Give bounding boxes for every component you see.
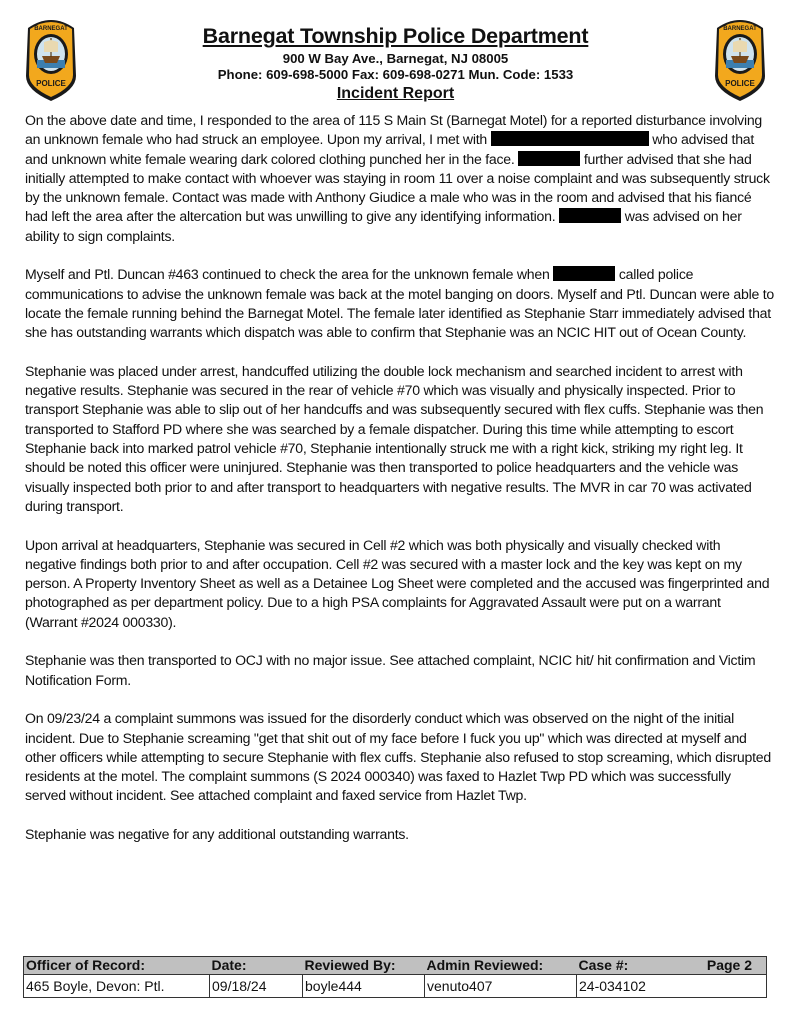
narrative-text: who advised that and unknown white female wearing dark colored clothing punched her in the face. (25, 131, 755, 167)
narrative-paragraph-3: Stephanie was placed under arrest, handcuffed utilizing the double lock mechanism and searched incident to arrest with negative results. Stephanie was secured in the rear of vehicle #70 which was visually and physically inspected. Prior to transport Stephanie was able to slip out of her handcuffs and was subsequently secured with flex cuffs. Stephanie was then transported to Stafford PD where she was searched by a female dispatcher. During this time while attempting to escort Stephanie back into marked patrol vehicle #70, Stephanie intentionally struck me with a right kick, striking my right leg. It should be noted this officer were uninjured. Stephanie was then transported to police headquarters and the vehicle was visually inspected both prior to and after transport to headquarters with negative results. The MVR in car 70 was activated during transport. (25, 362, 764, 514)
redaction-box (518, 151, 580, 166)
header-reviewed-by: Reviewed By: (303, 957, 425, 975)
header-date: Date: (210, 957, 303, 975)
narrative-text: further advised that she had initially attempted to make contact with whoever was staying in room 11 over a noise complaint and was subsequently struck by the unknown female. Contact was made with Anthony Giudice a male who was in the room and advised that his fiancé had left the area after the altercation but was unwilling to give any identifying information. (25, 150, 770, 225)
case-number-value: 24-034102 (577, 975, 767, 998)
page-number: Page 2 (667, 957, 767, 975)
narrative-text: was advised on her ability to sign complaints. (25, 208, 742, 244)
svg-text:POLICE: POLICE (725, 79, 755, 88)
department-title: Barnegat Township Police Department (202, 24, 589, 48)
footer-value-row (24, 975, 767, 998)
header-officer-of-record: Officer of Record: (24, 957, 210, 975)
header-case-number: Case #: (577, 957, 667, 975)
reviewed-by-value: boyle444 (303, 975, 425, 998)
department-address: 900 W Bay Ave., Barnegat, NJ 08005 (282, 51, 509, 66)
report-title: Incident Report (336, 85, 455, 102)
narrative-paragraph-2 (25, 265, 775, 342)
redaction-box (491, 131, 649, 146)
narrative-paragraph-1 (25, 111, 775, 246)
narrative-text: On the above date and time, I responded to the area of 115 S Main St (Barnegat Motel) for a reported disturbance involving an unknown female who had struck an employee. Upon my arrival, I met with (25, 112, 763, 148)
narrative-text: called police communications to advise the unknown female was back at the motel banging on doors. Myself and Ptl. Duncan were able to locate the female running behind the Barnegat Motel. The female later identified as Stephanie Starr immediately advised that she has outstanding warrants which dispatch was able to confirm that Stephanie was an NCIC HIT out of Ocean County. (25, 266, 774, 341)
officer-of-record-value: 465 Boyle, Devon: Ptl. (24, 975, 210, 998)
date-value: 09/18/24 (210, 975, 303, 998)
admin-reviewed-value: venuto407 (425, 975, 577, 998)
incident-narrative (25, 111, 775, 864)
narrative-text: Myself and Ptl. Duncan #463 continued to check the area for the unknown female when (25, 266, 554, 283)
redaction-box (559, 208, 621, 223)
narrative-paragraph-4: Upon arrival at headquarters, Stephanie was secured in Cell #2 which was both physically and visually checked with negative findings both prior to and after occupation. Cell #2 was secured with a master lock and the key was kept on my person. A Property Inventory Sheet as well as a Detainee Log Sheet were completed and the accused was fingerprinted and photographed as per department policy. Due to a high PSA complaints for Aggravated Assault were put on a warrant (Warrant #2024 000330). (25, 536, 770, 630)
narrative-paragraph-5: Stephanie was then transported to OCJ with no major issue. See attached complaint, NCIC hit/ hit confirmation and Victim Notification Form. (25, 652, 756, 688)
narrative-paragraph-6: On 09/23/24 a complaint summons was issued for the disorderly conduct which was observed on the night of the initial incident. Due to Stephanie screaming "get that shit out of my face before I fuck you up" which was directed at myself and other officers while attempting to secure Stephanie with flex cuffs. Stephanie also refused to stop screaming, which disrupted residents at the motel. The complaint summons (S 2024 000340) was faxed to Hazlet Twp PD which was successfully served without incident. See attached complaint and faxed service from Hazlet Twp. (25, 710, 771, 804)
svg-text:BARNEGAT: BARNEGAT (723, 26, 757, 32)
svg-text:POLICE: POLICE (36, 79, 66, 88)
report-footer-table (23, 956, 767, 998)
header-admin-reviewed: Admin Reviewed: (425, 957, 577, 975)
department-phone-line: Phone: 609-698-5000 Fax: 609-698-0271 Mun. Code: 1533 (217, 67, 574, 82)
svg-text:BARNEGAT: BARNEGAT (34, 26, 68, 32)
narrative-paragraph-7: Stephanie was negative for any additional outstanding warrants. (25, 825, 409, 842)
redaction-box (553, 266, 615, 281)
footer-header-row (24, 957, 767, 975)
